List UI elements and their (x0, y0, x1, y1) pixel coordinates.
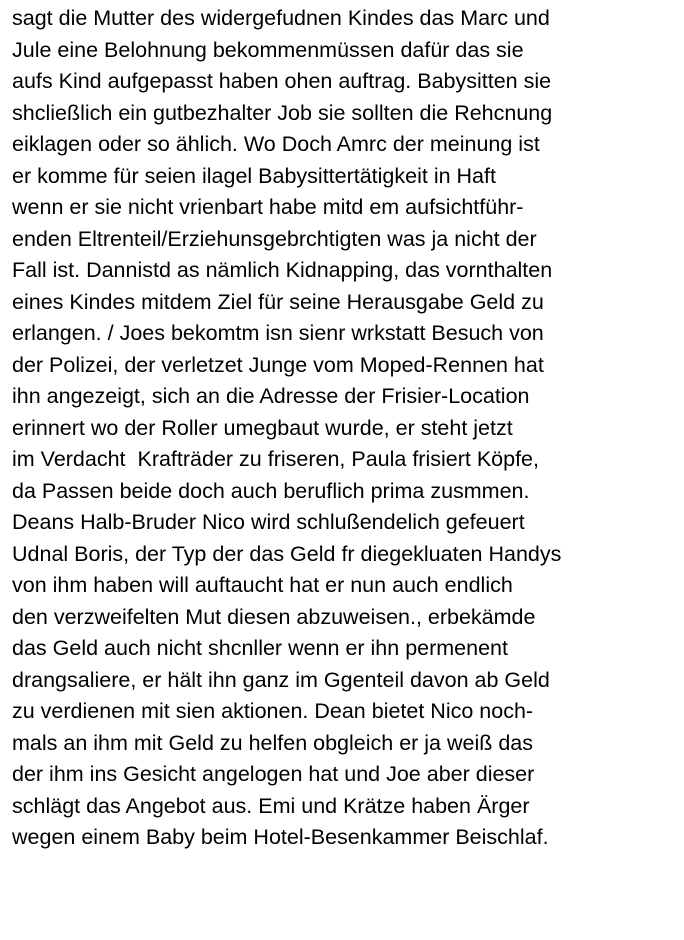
body-text (12, 3, 684, 854)
text-line: das Geld auch nicht shcnller wenn er ihn permenent (12, 636, 508, 660)
text-line: eines Kindes mitdem Ziel für seine Herausgabe Geld zu (12, 289, 544, 314)
text-line: erinnert wo der Roller umegbaut wurde, er steht jetzt (12, 415, 513, 440)
text-line: zu verdienen mit sien aktionen. Dean bietet Nico noch- (12, 699, 534, 723)
text-line: Jule eine Belohnung bekommenmüssen dafür das sie (12, 37, 524, 62)
text-line: Fall ist. Dannistd as nämlich Kidnapping, das vornthalten (12, 258, 553, 282)
text-line: mals an ihm mit Geld zu helfen obgleich er ja weiß das (12, 730, 534, 755)
text-line: schlägt das Angebot aus. Emi und Krätze haben Ärger (12, 793, 530, 818)
text-line: von ihm haben will auftaucht hat er nun auch endlich (12, 573, 513, 597)
text-line: der ihm ins Gesicht angelogen hat und Joe aber dieser (12, 762, 535, 786)
text-line: aufs Kind aufgepasst haben ohen auftrag. Babysitten sie (12, 69, 552, 93)
text-line: im Verdacht Krafträder zu friseren, Paula frisiert Köpfe, (12, 447, 539, 471)
text-line: sagt die Mutter des widergefudnen Kindes das Marc und (12, 6, 550, 30)
text-line: ihn angezeigt, sich an die Adresse der Frisier-Location (12, 384, 530, 408)
text-line: erlangen. / Joes bekomtm isn sienr wrkstatt Besuch von (12, 321, 544, 345)
text-line: da Passen beide doch auch beruflich prima zusmmen. (12, 478, 530, 503)
text-line: eiklagen oder so ählich. Wo Doch Amrc der meinung ist (12, 132, 540, 156)
text-line: enden Eltrenteil/Erziehunsgebrchtigten was ja nicht der (12, 226, 537, 251)
text-line: Udnal Boris, der Typ der das Geld fr diegekluaten Handys (12, 541, 562, 566)
text-line: Deans Halb-Bruder Nico wird schlußendelich gefeuert (12, 510, 525, 534)
text-line: drangsaliere, er hält ihn ganz im Ggenteil davon ab Geld (12, 667, 550, 692)
text-line: wenn er sie nicht vrienbart habe mitd em aufsichtführ- (12, 195, 524, 219)
text-line: er komme für seien ilagel Babysittertätigkeit in Haft (12, 163, 496, 188)
text-line: wegen einem Baby beim Hotel-Besenkammer Beischlaf. (12, 825, 549, 849)
text-line: der Polizei, der verletzet Junge vom Moped-Rennen hat (12, 352, 544, 377)
text-line: shcließlich ein gutbezhalter Job sie sollten die Rehcnung (12, 100, 553, 125)
text-line: den verzweifelten Mut diesen abzuweisen., erbekämde (12, 604, 536, 629)
